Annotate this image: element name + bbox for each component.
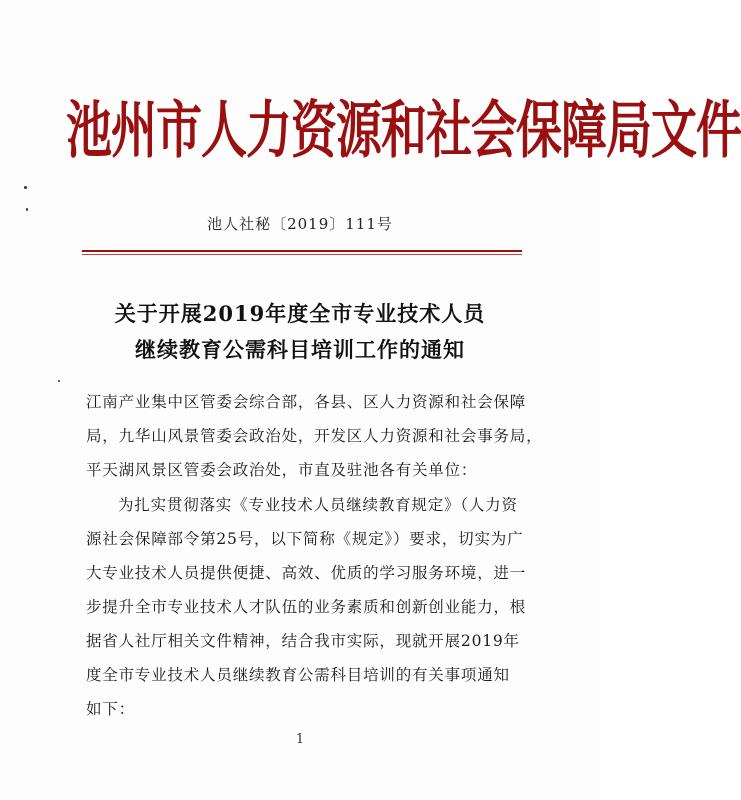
recipients-line: 江南产业集中区管委会综合部，各县、区人力资源和社会保障: [86, 393, 527, 411]
header-divider-thin: [82, 254, 522, 255]
recipients-line: 平天湖风景区管委会政治处，市直及驻池各有关单位：: [86, 461, 478, 479]
paragraph-line: 据省人社厅相关文件精神，结合我市实际，现就开展2019年: [86, 632, 520, 650]
paragraph-line: 为扎实贯彻落实《专业技术人员继续教育规定》（人力资: [118, 496, 518, 514]
masthead-title: 池州市人力资源和社会保障局文件: [66, 93, 741, 167]
document-number: 池人社秘〔2019〕111号: [207, 215, 393, 233]
paragraph-line: 大专业技术人员提供便捷、高效、优质的学习服务环境，进一: [86, 564, 527, 582]
notice-title-line-2: 继续教育公需科目培训工作的通知: [135, 337, 465, 362]
paragraph-line: 如下：: [86, 700, 135, 718]
recipients-line: 局，九华山风景管委会政治处，开发区人力资源和社会事务局，: [86, 427, 543, 445]
page-number: 1: [295, 732, 305, 747]
paragraph-line: 度全市专业技术人员继续教育公需科目培训的有关事项通知: [86, 666, 510, 684]
scan-speck: [58, 380, 60, 382]
header-divider: [82, 250, 522, 252]
paragraph-line: 步提升全市专业技术人才队伍的业务素质和创新创业能力，根: [86, 598, 527, 616]
paragraph-line: 源社会保障部令第25号，以下简称《规定》）要求，切实为广: [86, 530, 524, 548]
scan-speck: [24, 186, 27, 189]
scan-speck: [26, 208, 28, 211]
notice-title-line-1: 关于开展2019年度全市专业技术人员: [114, 301, 486, 326]
